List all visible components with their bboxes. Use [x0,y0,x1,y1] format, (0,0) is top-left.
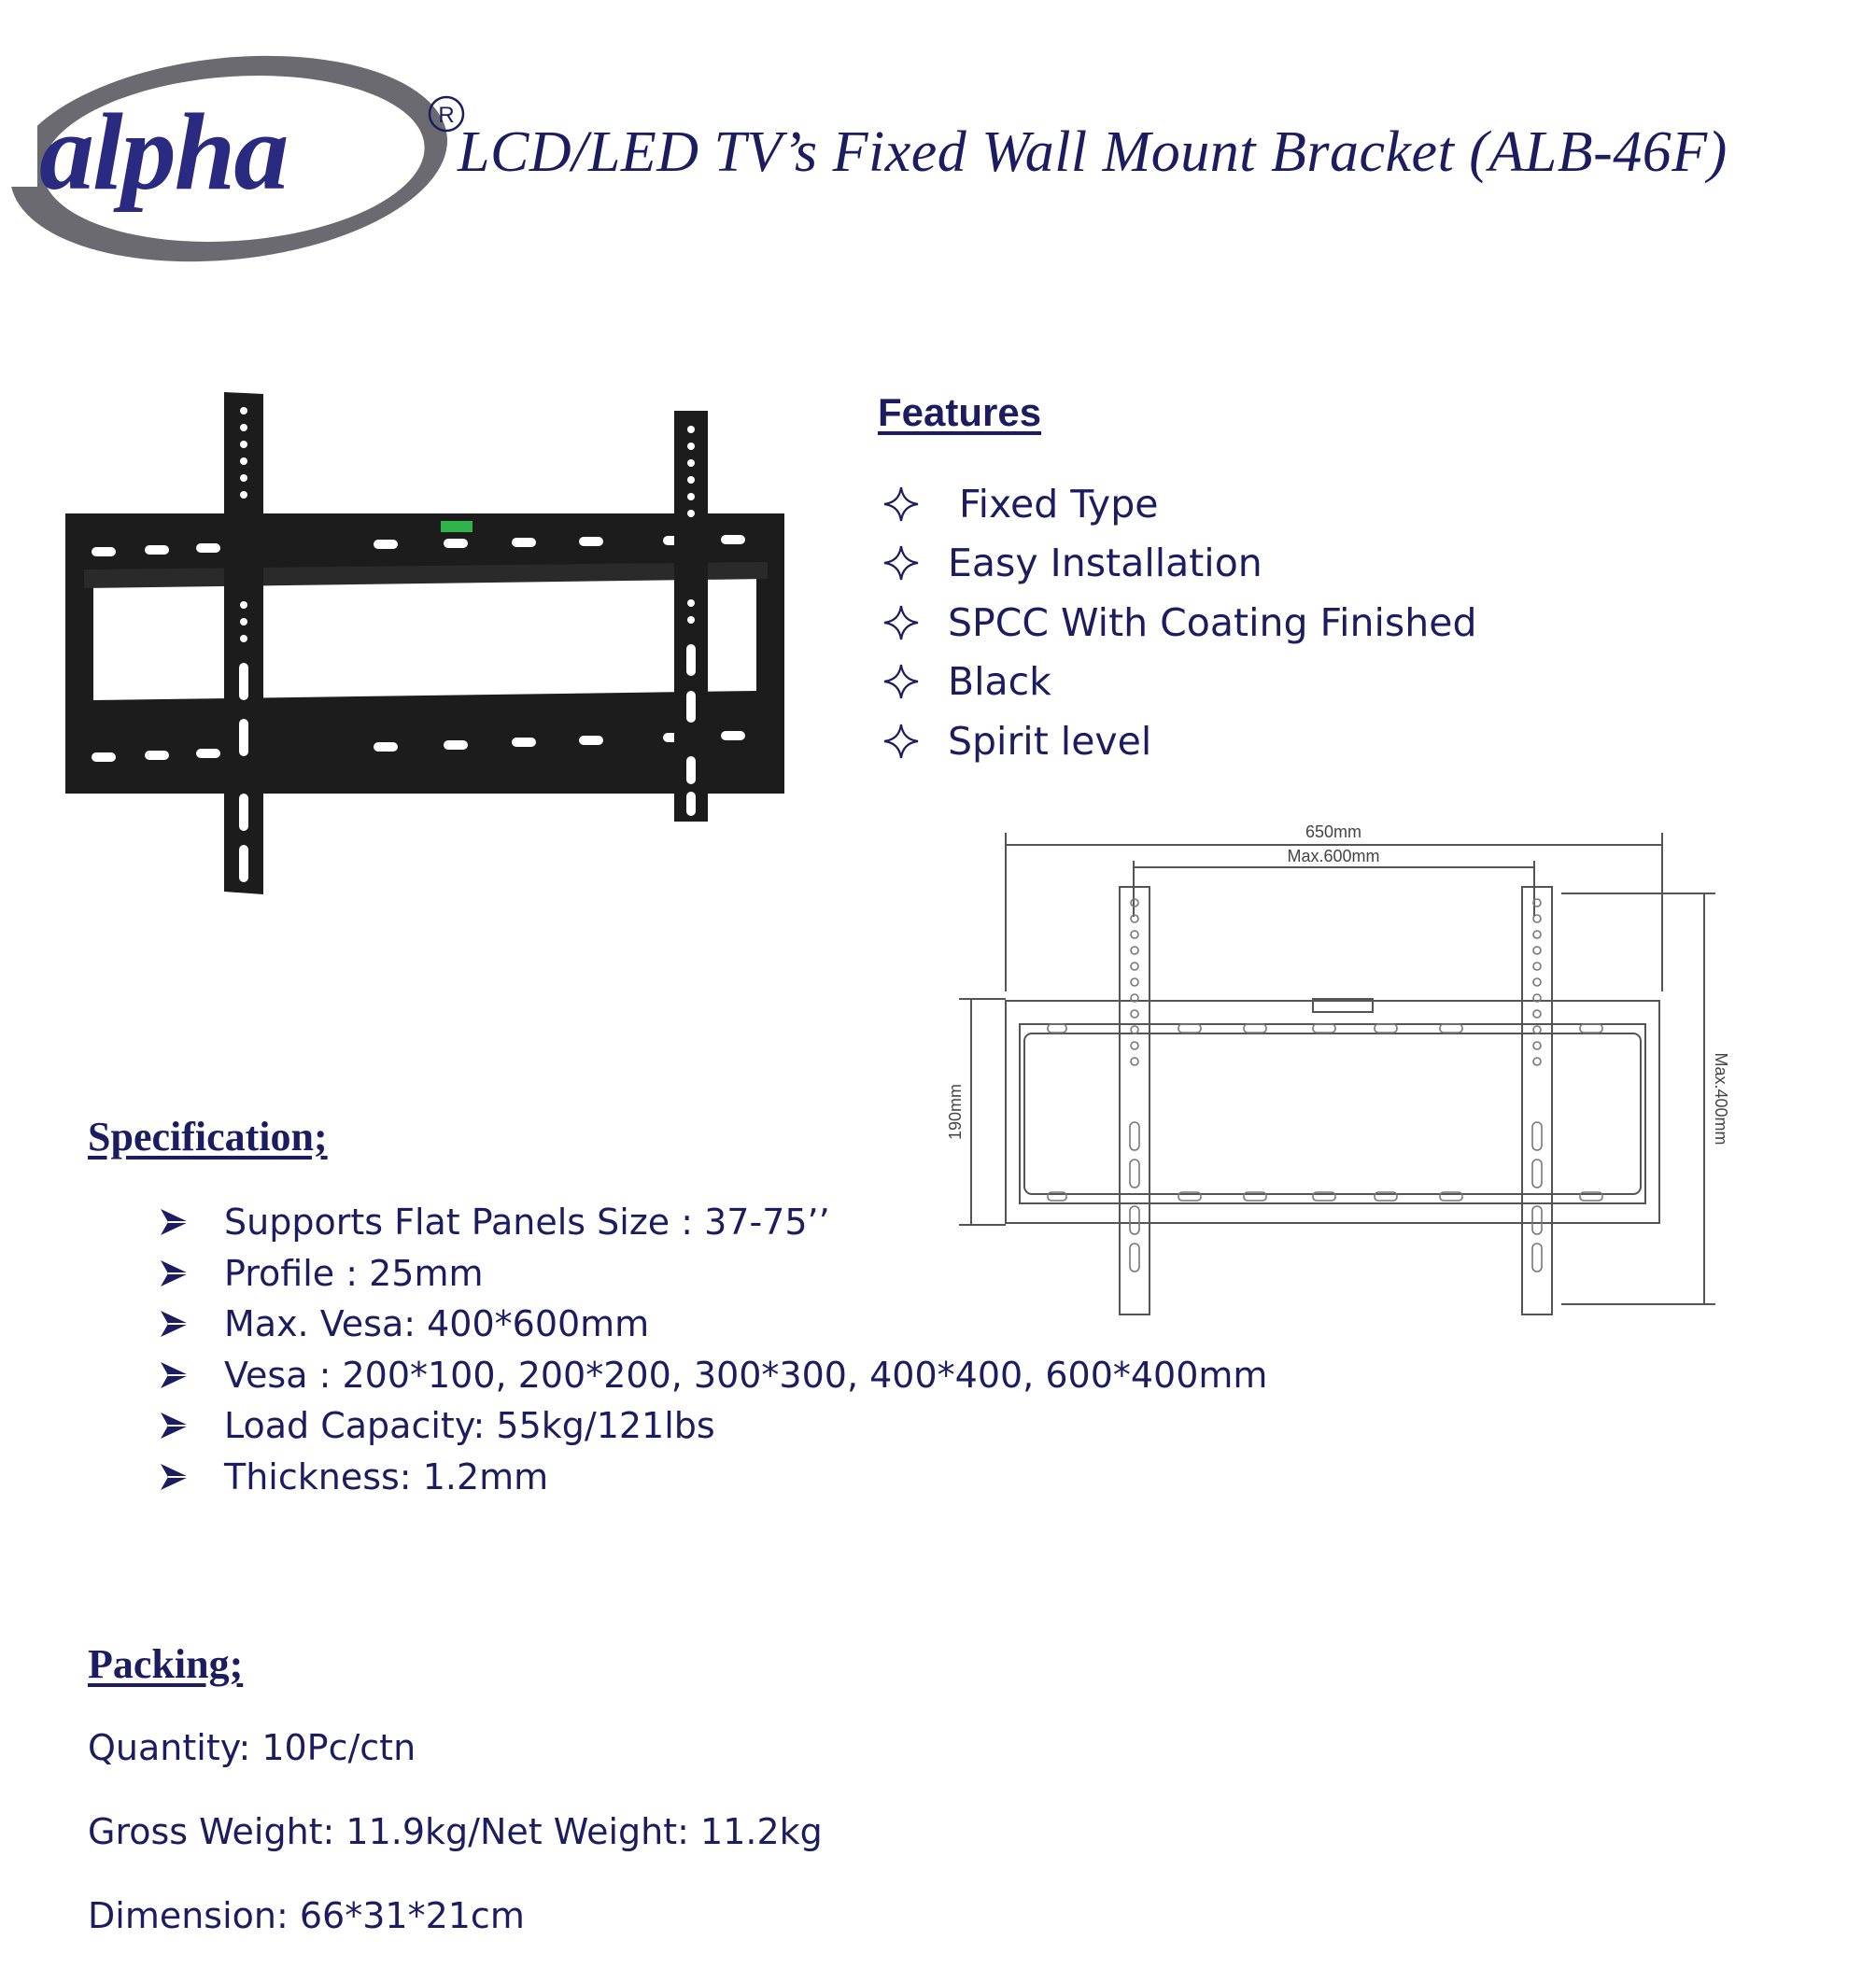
arrowhead-bullet-icon [159,1462,224,1492]
arrowhead-bullet-icon [159,1411,224,1441]
spec-label: Vesa : 200*100, 200*200, 300*300, 400*400, 600*400mm [224,1354,1268,1396]
packing-weight: Gross Weight: 11.9kg/Net Weight: 11.2kg [88,1811,823,1852]
packing-dimension: Dimension: 66*31*21cm [88,1895,525,1936]
specification-heading: Specification; [88,1114,328,1160]
list-item [882,653,1476,712]
four-point-star-icon [882,723,948,760]
page-title: LCD/LED TV’s Fixed Wall Mount Bracket (ALB-46F) [458,120,1728,184]
spec-label: Thickness: 1.2mm [224,1455,549,1497]
feature-label: Spirit level [948,718,1152,764]
spec-label: Load Capacity: 55kg/121lbs [224,1405,715,1447]
width-dimension-label: 650mm [1305,822,1362,841]
max-height-dimension-label: Max.400mm [1712,1052,1730,1146]
logo-text: alpha [39,91,288,213]
four-point-star-icon [882,663,948,700]
list-item [882,534,1476,594]
features-heading: Features [878,390,1042,434]
list-item [882,711,1476,771]
arrowhead-bullet-icon [159,1360,224,1390]
feature-label: SPCC With Coating Finished [948,599,1477,645]
feature-label: Black [948,659,1051,705]
list-item [882,593,1476,653]
list-item [159,1452,1267,1503]
features-list [882,474,1476,771]
max-width-dimension-label: Max.600mm [1287,847,1380,865]
arrowhead-bullet-icon [159,1258,224,1288]
packing-heading: Packing; [88,1641,244,1687]
feature-label: Fixed Type [959,481,1159,527]
alpha-logo [0,28,467,280]
registered-mark-icon: R [438,103,455,128]
feature-label: Easy Installation [948,541,1262,586]
arrowhead-bullet-icon [159,1309,224,1339]
specification-list [159,1197,1267,1502]
spec-label: Max. Vesa: 400*600mm [224,1303,650,1345]
arrowhead-bullet-icon [159,1207,224,1237]
list-item [159,1400,1267,1452]
list-item [159,1350,1267,1401]
four-point-star-icon [882,604,948,641]
list-item [159,1299,1267,1350]
packing-quantity: Quantity: 10Pc/ctn [88,1727,416,1768]
list-item [882,474,1476,534]
height-dimension-label: 190mm [946,1083,965,1141]
spec-label: Supports Flat Panels Size : 37-75’’ [224,1202,830,1244]
product-photo [56,383,803,906]
list-item [159,1248,1267,1300]
four-point-star-icon [882,485,948,523]
spec-label: Profile : 25mm [224,1252,484,1294]
list-item [159,1197,1267,1248]
four-point-star-icon [882,544,948,582]
